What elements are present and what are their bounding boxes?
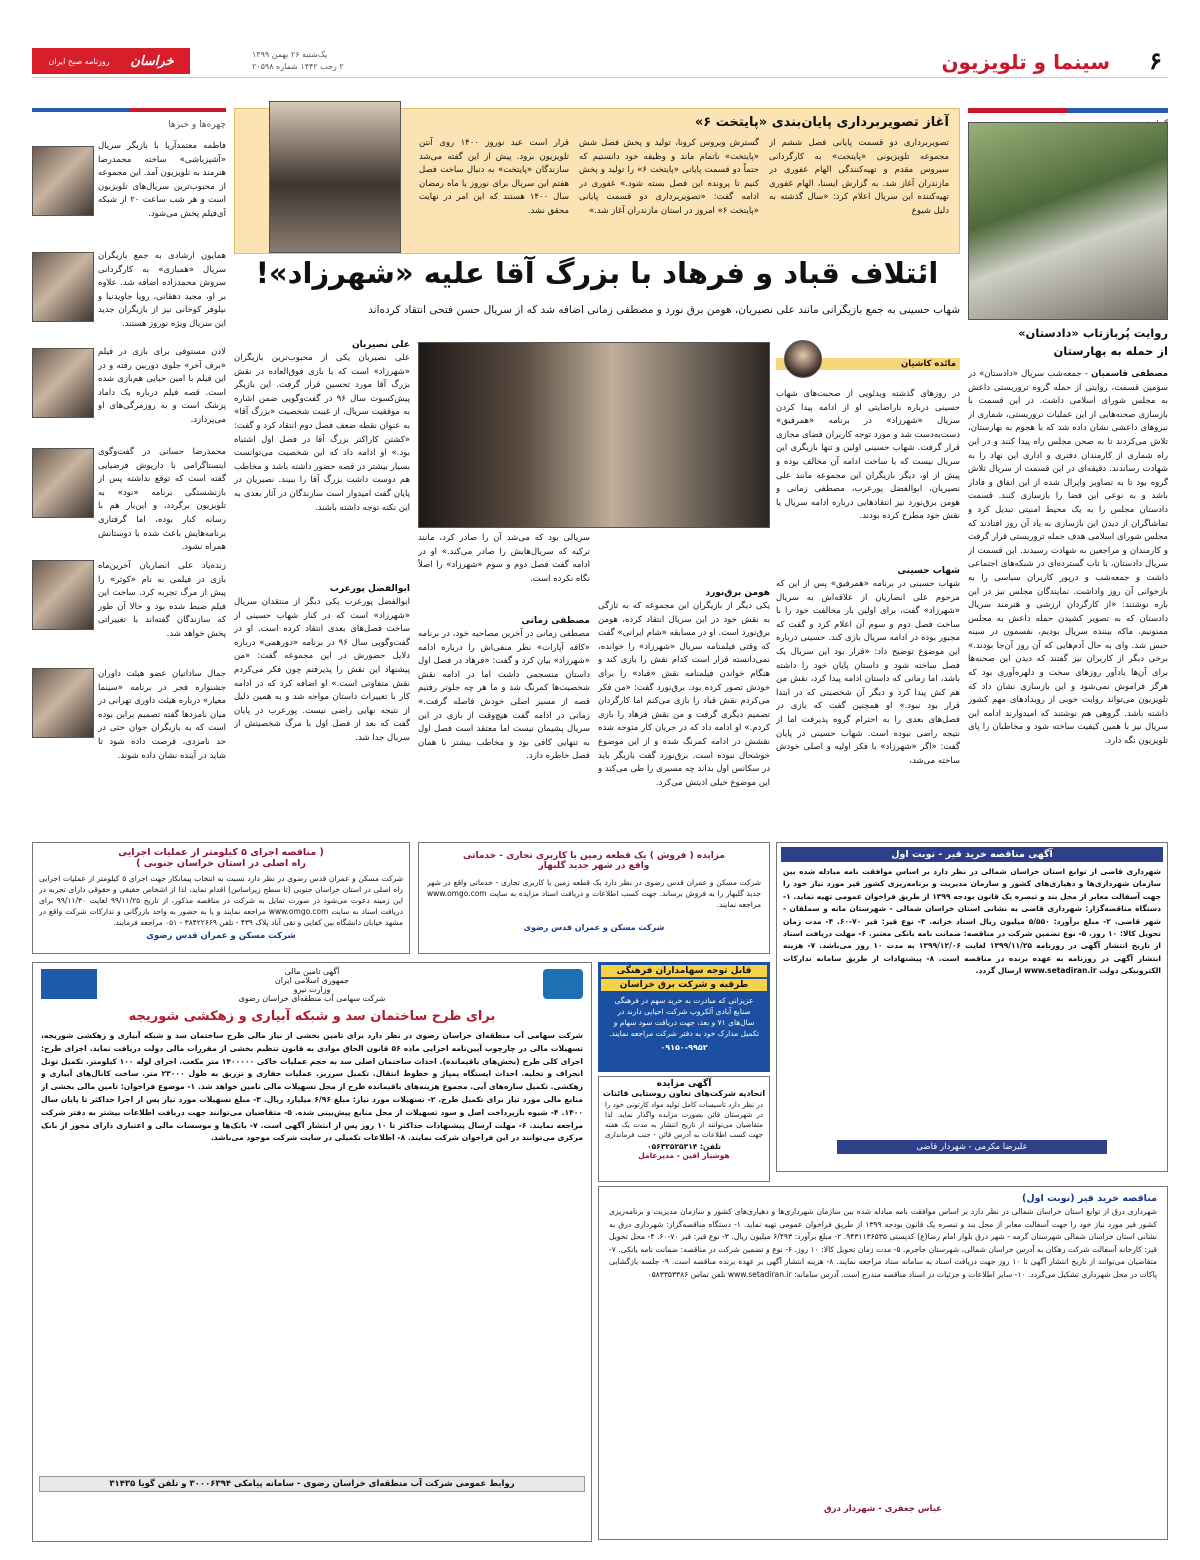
- ad6-phone: تلفن: ۰۵۶۳۲۵۲۵۳۱۴: [647, 1142, 721, 1151]
- face-item-1: فاطمه معتمدآریا با بازیگر سریال «آشپزباشی» ساخته محمدرضا هنرمند به تلویزیون آمد. این مجموعه از محبوب‌ترین سریال‌های تلویزیون است و هر شب ساعت ۲۰ از شبکه آی‌فیلم پخش می‌شود.: [98, 141, 226, 219]
- feature-col-1: تصویربرداری دو قسمت پایانی فصل ششم از مجموعه تلویزیونی «پایتخت» به کارگردانی سیروس مقدم و تهیه‌کنندگی الهام غفوری در مازندران آغاز شد. به گزارش ایسنا، الهام غفوری تهیه‌کننده این سریال اعلام کرد: «سال گذشته به دلیل شیوع: [769, 138, 949, 216]
- author-avatar: [784, 340, 822, 378]
- lead-col-c: [418, 532, 590, 828]
- report-column: [968, 108, 1168, 838]
- report-body: [968, 368, 1168, 838]
- feature-col-2: گسترش ویروس کرونا، تولید و پخش فصل شش «پایتخت» ناتمام ماند و وظیفه خود دانستیم که حتماً دو قسمت پایانی «پایتخت ۶» را تولید و پخش کنیم تا پرونده این فصل بسته شود.» غفوری در ادامه گفت: «تصویربرداری دو قسمت پایانی «پایتخت ۶» امروز در استان مازندران آغاز شد.»: [579, 138, 759, 216]
- lead-col-a: [776, 388, 960, 828]
- report-text: - جمعه‌شب سریال «دادستان» در سومین قسمت، روایتی از حمله گروه تروریستی داعش به مجلس شورای اسلامی داشت. در این قسمت با بازسازی صحنه‌هایی از این عملیات تروریستی، شماری از نیروهای داعشی نشان داده شد که با هجوم به بهارستان، تلاش می‌کردند تا به صحن مجلس راه پیدا کنند و در این راه شماری از کارمندان دفتری و اداری این نهاد را به شهادت رساندند. دقیقه‌ای در این قسمت از سریال تلاش گروه بود تا به تصاویر واپرال شده از این اتفاق و فادار باشد و به نوعی این فضا را بازسازی کنند. قسمت دادستان مجلس را به یک محیط امنیتی تبدیل کرد و تماشاگران از دیدن این بازسازی به یاد آن روز افتادند که مجلس شورای اسلامی هدف حمله تروریستی قرار گرفت و کارمندان و مراجعین به شهادت رسیدند. این قسمت از سریال دادستان، با تاب گسترده‌ای در شبکه‌های اجتماعی داشت و جمعه‌شب و درپور کاربران سیاسی را به بازخوانی آن روز واداشت. نمایندگان مجلس نیز در این باره نوشتند: «از کارگردان ارزشی و هنرمند سریال دادستان که به تصویر کشیدن حمله داعش به مجلس ممنونیم. ماکه بیننده سریال بودیم، نفسمون در سینه حبس شد. وای به حال آدم‌هایی که آن روز آن‌جا بودند.» برخی دیگر از کاربران نیز گفتند که دیدن این صحنه‌ها برای آن‌ها یادآور روزهای سخت و دلهره‌آوری بود که هرگز فراموش نمی‌شود و این بازسازی نشان داد که تلویزیون می‌تواند روایت خوبی از رویدادهای مهم کشور داشته باشد. گروهی هم نوشتند که امیدوارند ادامه این سریال نیز با همین کیفیت ساخته شود و مخاطبان را پای تلویزیون نگه دارد.: [968, 369, 1168, 747]
- ad3-title: آگهی مناقصه خرید قیر - نوبت اول: [781, 847, 1163, 862]
- lead-col-e: [234, 340, 410, 828]
- lead-text-a: در روزهای گذشته ویدئویی از صحبت‌های شهاب حسینی درباره ناراضایتی او از ادامه پیدا کردن سریال «شهرزاد» در برنامه «همرفیق» دست‌به‌دست شد و مورد توجه کاربران فضای مجازی قرار گرفت. شهاب حسینی اولین و تنها بازیگری این سریال نیست که با ساخت ادامه آن مخالف بوده و پیش از او، دیگر بازیگران این مجموعه مانند علی نصیریان، ابوالفضل پورعرب، مصطفی زمانی و هومن برق‌نورد نیز انتقادهایی درباره ادامه سریال یا نقش خود مطرح کرده بودند.: [776, 389, 960, 522]
- face-photo-6: [32, 668, 94, 738]
- ad-qaenat-auction: [598, 1076, 770, 1182]
- face-photo-4: [32, 448, 94, 518]
- face-photo-2: [32, 252, 94, 322]
- lead-text-a2: شهاب حسینی در برنامه «همرفیق» پس از این که مرحوم علی انصاریان از علاقه‌اش به سریال «شهرزاد» گفت، برای اولین بار مخالفت خود را با ساخت فصل دوم و سوم آن اعلام کرد و گفت که مجبور بوده در ادامه سریال بازی کند. حسینی درباره این موضوع توضیح داد: «قرار بود این سریال یک فصل ساخته شود و داستان پایان خود را داشته باشد، اما زمانی که داستان ادامه پیدا کرد، نقش من هم کش پیدا کرد و دیگر آن شخصیتی که در ابتدا قرار بود نبود.» او همچنین گفت که بازی در فصل‌های بعدی را به احترام گروه پذیرفت اما از نتیجه راضی نبوده است. شهاب حسینی در پایان گفت: «اگر «شهرزاد» با فکر اولیه و اصلی خودش ساخته می‌شد،: [776, 579, 960, 766]
- face-photo-3: [32, 348, 94, 418]
- page-number: ۶: [1149, 46, 1162, 75]
- lead-headline: ائتلاف قباد و فرهاد با بزرگ آقا علیه «شهرزاد»!: [255, 256, 939, 290]
- ad7-footer: عباس جعفری - شهردار درق: [824, 1504, 942, 1514]
- ad2-title: مزایده ( فروش ) یک قطعه زمین با کاربری تجاری - خدماتی: [463, 851, 725, 861]
- ad2-footer: شرکت مسکن و عمران قدس رضوی: [523, 923, 665, 932]
- ad5-title2: طرقبه و شرکت برق خراسان: [601, 979, 767, 991]
- lead-text-e: علی نصیریان یکی از محبوب‌ترین بازیگران «شهرزاد» است که با بازی فوق‌العاده در نقش بزرگ آقا مورد تحسین قرار گرفت. این بازیگر پیش‌کسوت سال ۹۶ در گفت‌وگویی ضمن اشاره به موفقیت سریال، از غیبت شخصیت «بزرگ آقا» به عنوان نقطه ضعف فصل دوم انتقاد کرد و گفت: «کشتن کاراکتر بزرگ آقا در فصل اول اشتباه بود.» او ادامه داد که این شخصیت می‌توانست بسیار بیشتر در قصه حضور داشته باشد و مخاطب هم دوست داشت بزرگ آقا را ببیند. نصیریان در پایان گفت امیدوار است سازندگان در آثار بعدی به این نکته توجه داشته باشند.: [234, 353, 410, 513]
- face-photo-5: [32, 560, 94, 630]
- ad2-body: شرکت مسکن و عمران قدس رضوی در نظر دارد یک قطعه زمین با کاربری تجاری - خدماتی واقع در شهر جدید گلبهار را به فروش برساند. جهت کسب اطلاعات و دریافت اسناد مزایده به سایت www.omgo.com مراجعه نمایند.: [427, 878, 761, 909]
- ad1-body: شرکت مسکن و عمران قدس رضوی در نظر دارد نسبت به انتخاب پیمانکار جهت اجرای ۵ کیلومتر از عملیات اجرایی راه اصلی در استان خراسان جنوبی (تا سطح زیراساس) اقدام نماید، لذا از اشخاص حقیقی و حقوقی دارای تجربه در این زمینه دعوت می‌شود در صورت تمایل به شرکت در مناقصه مذکور، از تاریخ ۹۹/۱۱/۲۵ لغایت ۹۹/۱۱/۳۰ برای دریافت اسناد به سایت www.omgo.com مراجعه نمایند و یا به حضور به واحد بازرگانی و تدارکات شرکت واقع در مشهد خیابان دانشگاه بین کفایی و تقی آباد پلاک ۴۳۹ - تلفن ۳۸۴۲۲۶۶۹ - ۰۵۱ مراجعه فرمایند.: [39, 874, 403, 927]
- subhead-human: هومن برق‌نورد: [705, 588, 770, 598]
- report-photo: [968, 122, 1168, 320]
- masthead: [32, 46, 1168, 78]
- subhead-abolfazl: ابوالفضل پورعرب: [329, 584, 410, 594]
- ad-land-auction: [418, 842, 770, 954]
- feature-photo: [269, 101, 401, 253]
- face-item-4: محمدرضا حسانی در گفت‌وگوی اینستاگرامی با داریوش فرضیایی گفته است که توقع نداشته پس از بازنشستگی برنامه «نود» به تلویزیون برگردد، و این‌بار هم با رسانه کنار بوده، اما گرفتاری برنامه‌هایش باعث شده با دوستانش همراه نشود.: [98, 447, 226, 553]
- ad7-body: شهرداری درق از توابع استان خراسان شمالی در نظر دارد بر اساس موافقت نامه مبادله شده بین سازمان شهرداری‌ها و دهیاری‌های کشور و سازمان مدیریت و برنامه‌ریزی کشور قیر مورد نیاز خود را جهت آسفالت معابر از محل بند و تبصره یک قانون بودجه ۱۳۹۹ از طریق فراخوان عمومی تهیه نماید. ۱- دستگاه مناقصه‌گزار: شهرداری درق به نشانی استان خراسان شمالی شهرستان گرمه - شهر درق بلوار امام رضا(ع) کدپستی ۹۴۳۱۱۳۶۵۳۵. ۲- مبلغ برآورد: ۶/۴۹۳ میلیون ریال. ۳- نوع قیر: قیر ۷۰-۶۰. ۴- محل تحویل قیر: کارخانه آسفالت شرکت رهکان به آدرس خراسان شمالی، شهرستان جاجرم. ۵- مدت زمان تحویل کالا: ۱۰ روز. ۶- نوع و تضمین شرکت در مناقصه: ضمانت نامه بانکی. ۷- متقاضیان می‌توانند از تاریخ انتشار آگهی تا ۱۰ روز جهت دریافت اسناد به سامانه ستاد مراجعه نمایند. ۸- هزینه انتشار آگهی بر عهده برنده مناقصه است. ۹- جلسه بازگشایی پاکات در محل شهرداری تشکیل می‌گردد. ۱۰- سایر اطلاعات و جزئیات در اسناد مناقصه مندرج است. آدرس سامانه: www.setadiran.ir تلفن تماس ۰۵۸۳۳۵۳۳۸۶: [609, 1207, 1157, 1279]
- lead-text-e2: ابوالفضل پورعرب یکی دیگر از منتقدان سریال «شهرزاد» است که در کنار شهاب حسینی از ساخت فصل‌های بعدی انتقاد کرده است. او در گفت‌وگویی سال ۹۶ در برنامه «دورهمی» درباره دلایل حضورش در این مجموعه گفت: «من پیشنهاد این نقش را پذیرفتم چون فکر می‌کردم نقش متفاوتی است.» او اضافه کرد که در ادامه کار با تغییرات داستان مواجه شد و به همین دلیل از نتیجه نهایی راضی نیست. پورعرب در پایان گفت که بعد از فصل اول با مرگ شخصیتش از سریال جدا شد.: [234, 597, 410, 743]
- subhead-shahab: شهاب حسینی: [897, 566, 960, 576]
- subhead-mostafa: مصطفی زمانی: [521, 616, 590, 626]
- ad3-body: شهرداری قاضی از توابع استان خراسان شمالی در نظر دارد بر اساس موافقت نامه مبادله شده بین سازمان شهرداری‌ها و دهیاری‌های کشور و سازمان مدیریت و برنامه‌ریزی کشور قیر مورد نیاز خود را جهت آسفالت معابر از محل بند و تبصره یک قانون بودجه ۱۳۹۹ از طریق فراخوان عمومی تهیه نماید. ۱- دستگاه مناقصه‌گزار: شهرداری قاضی به نشانی استان خراسان شمالی - شهرستان مانه و سملقان - شهر قاضی. ۲- مبلغ برآورد: ۵/۵۵۰ میلیون ریال اسناد خزانه. ۳- نوع قیر: قیر ۷۰-۶۰. ۴- مدت زمان تحویل کالا: ۱۰ روز. ۵- نوع تضمین شرکت در مناقصه: ضمانت نامه بانکی معتبر. ۶- مهلت دریافت اسناد از تاریخ انتشار آگهی در روزنامه ۱۳۹۹/۱۱/۲۵ لغایت ۱۳۹۹/۱۲/۰۶ به مدت ۱۰ روز می‌باشد. ۷- هزینه انتشار آگهی در روزنامه به عهده برنده در مناقصه است. ۸- پیشنهادات از طریق سامانه تدارکات الکترونیکی دولت www.setadiran.ir ارسال گردد.: [783, 867, 1161, 976]
- ad6-title: آگهی مزایده: [656, 1079, 712, 1089]
- ad1-title: ( مناقصه اجرای ۵ کیلومتر از عملیات اجرایی: [118, 847, 324, 858]
- logo-text: خراسان: [130, 53, 174, 69]
- ad2-title2: واقع در شهر جدید گلبهار: [538, 861, 650, 871]
- lead-col-b: [598, 532, 770, 828]
- ad6-footer: هوشیار افین - مدیرعامل: [638, 1151, 730, 1160]
- logo-tagline: روزنامه صبح ایران: [48, 56, 110, 66]
- ad4-body: شرکت سهامی آب منطقه‌ای خراسان رضوی در نظر دارد برای تامین بخشی از نیاز مالی طرح ساختمان سد و شبکه آبیاری و زهکشی شوریجه، تسهیلات مالی در چارچوب آیین‌نامه اجرایی ماده ۵۶ قانون الحاق موادی به قانون تنظیم بخشی از مقررات مالی دولت دریافت نماید. اجزای طرح: اجرای کلی طرح (بخش‌های باقیمانده). احداث ساختمان اصلی سد به حجم عملیات خاکی ۱۴۰۰۰۰۰ متر مکعب. اجرای لوله ۱۰۰ کیلومتر. تکمیل تونل انحراف و تخلیه. احداث ایستگاه پمپاژ و خطوط انتقال. تکمیل سرریز. عملیات حفاری و تزریق به طول ۲۳۰۰۰ متر. ساخت کانال‌های آبیاری و زهکشی. تکمیل سازه‌های آبی. مجموع هزینه‌های باقیمانده طرح از محل تسهیلات مالی تامین خواهد شد. ۱- موضوع فراخوان: تامین مالی بخشی از منابع مالی مورد نیاز برای تکمیل طرح. ۲- تسهیلات مورد نیاز: مبلغ ۶/۹۶ میلیارد ریال. ۳- مبلغ تسهیلات مورد نیاز پس از اجرا حداکثر تا پایان سال ۱۴۰۰. ۴- شیوه بازپرداخت اصل و سود تسهیلات از محل منابع پیش‌بینی شده. ۵- متقاضیان می‌توانند جهت دریافت اطلاعات بیشتر به دفتر شرکت مراجعه نمایند. ۶- مهلت ارسال پیشنهادات حداکثر تا ۱۰ روز پس از انتشار آگهی است. ۷- بانک‌ها و موسسات مالی و اعتباری دارای مجوز از بانک مرکزی می‌توانند در این فراخوان شرکت نمایند. ۸- اطلاعات تکمیلی در سایت شرکت موجود می‌باشد.: [41, 1031, 583, 1143]
- issue-line: ۲ رجب ۱۴۴۲ شماره ۲۰۵۹۸: [252, 62, 344, 71]
- face-item-2: همایون ارشادی به جمع بازیگران سریال «همبازی» به کارگردانی سروش محمدزاده اضافه شد. علاوه بر او، مجید دهقانی، رویا جاویدنیا و نیلوفر کوخانی نیز از بازیگران جدید این سریال ویژه نوروز هستند.: [98, 251, 226, 329]
- feature-title: آغاز تصویربرداری پایان‌بندی «پایتخت ۶»: [694, 115, 949, 130]
- ad6-subtitle: اتحادیه شرکت‌های تعاون روستایی قائنات: [602, 1089, 766, 1098]
- report-byline: مصطفی قاسمیان: [1091, 369, 1168, 379]
- face-item-6: جمال ساداتیان عضو هیئت داوران جشنواره فجر در برنامه «سینما معیار» درباره هیئت داوری تهرانی در میان نامزدها گفته تصمیم براین بوده است که به بازیگران جوان حتی در حد نامزدی، فرصت داده شود تا شاید در آینده نشان داده شوند.: [98, 669, 226, 761]
- ad-shurijeh-dam: [32, 962, 592, 1542]
- author-name: مائده کاشیان: [901, 359, 956, 369]
- lead-subtitle: شهاب حسینی به جمع بازیگرانی مانند علی نصیریان، هومن برق نورد و مصطفی زمانی اضافه شد که از سریال حسن فتحی انتقاد کرده‌اند: [368, 304, 960, 316]
- newspaper-logo: [32, 48, 190, 74]
- date-line: یک‌شنبه ۲۶ بهمن ۱۳۹۹: [252, 50, 328, 59]
- ad5-body: عزیزانی که مبادرت به خرید سهم در فرهنگی صنایع آبادی آلکروپ شرکت احیایی دارند در سال‌های ۷۱ و بعد، جهت دریافت سود سهام و تکمیل مدارک خود به دفتر شرکت مراجعه نمایند.: [608, 996, 760, 1038]
- ad4-logo-right: [543, 969, 583, 999]
- ad7-title: مناقصه خرید قیر (نوبت اول): [1022, 1193, 1157, 1204]
- author-box: [776, 338, 960, 382]
- ad5-phone: ۰۹۱۵۰-۹۹۵۲: [660, 1043, 708, 1052]
- face-item-5: زنده‌یاد علی انصاریان آخرین‌ماه بازی در فیلمی به نام «کوثر» را پیش از مرگ تجربه کرد. ساخت این فیلم ضبط شده بود و حالا آن طور که سازندگان گفته‌اند با تغییراتی پخش خواهد شد.: [98, 561, 226, 639]
- ad4-header-2: جمهوری اسلامی ایران: [274, 976, 350, 985]
- feature-col-3: قرار است عید نوروز ۱۴۰۰ روی آنتن تلویزیون برود. پیش از این گفته می‌شد سازندگان «پایتخت» به دنبال ساخت فصل هفتم این سریال برای نوروز یا ماه رمضان سال ۱۴۰۰ هستند که این امر در نهایت محقق نشد.: [419, 138, 569, 216]
- lead-text-b: یکی دیگر از بازیگران این مجموعه که به تازگی به نقش خود در این سریال انتقاد کرده، هومن برق‌نورد است. او در مسابقه «شام ایرانی» گفت که وقتی فیلمنامه سریال «شهرزاد» را خوانده، نمی‌دانسته قرار است کدام نقش را بازی کند و هنگام خواندن فیلمنامه نقش «قباد» را برای خودش تصور کرده بود. برق‌نورد گفت: «من فکر می‌کردم نقش قباد را بازی می‌کنم اما کارگردان تصمیم دیگری گرفت و من نقش فرهاد را بازی کردم.» او ادامه داد که در جریان کار متوجه شده نقشش در ادامه کمرنگ شده و از این موضوع خوشحال نبوده است. برق‌نورد گفت بازیگر باید در سکانس اول بداند چه مسیری را طی می‌کند و این موضوع خیلی اذیتش می‌کرد.: [598, 601, 770, 788]
- ad4-header-1: آگهی تامین مالی: [284, 967, 340, 976]
- ad4-footer: روابط عمومی شرکت آب منطقه‌ای خراسان رضوی - سامانه پیامکی ۳۰۰۰۶۳۹۴ و تلفن گویا ۳۱۴۳۵: [39, 1476, 585, 1492]
- report-title-2: از حمله به بهارستان: [1053, 344, 1168, 358]
- ad4-header-3: وزارت نیرو: [293, 985, 331, 994]
- ad-shareholders: [598, 962, 770, 1072]
- ad-road-tender: [32, 842, 410, 954]
- ad1-footer: شرکت مسکن و عمران قدس رضوی: [146, 931, 296, 941]
- column-top-rule: [968, 108, 1168, 113]
- ad4-header-4: شرکت سهامی آب منطقه‌ای خراسان رضوی: [238, 994, 386, 1003]
- ad5-title: قابل توجه سهامداران فرهنگی: [601, 965, 767, 977]
- lead-text-c2: مصطفی زمانی در آخرین مصاحبه خود، در برنامه «کافه آپارات» نظر منفی‌اش را درباره ادامه «شهرزاد» بیان کرد و گفت: «فرهاد در فصل اول داستان منسجمی داشت اما در ادامه نقش شخصیت‌ها کمرنگ شد و ما هر چه جلوتر رفتیم قصه از مسیر اصلی خودش فاصله گرفت.» زمانی در ادامه گفت هیچ‌وقت از بازی در این سریال پشیمان نیست اما معتقد است فصل اول به تنهایی کافی بود و مخاطب بیشتر با همان فصل خاطره دارد.: [418, 629, 590, 762]
- ad4-title: برای طرح ساختمان سد و شبکه آبیاری و زهکشی شوریجه: [128, 1009, 496, 1024]
- report-title-1: روایت پُربازتاب «دادستان»: [1018, 326, 1168, 340]
- face-photo-1: [32, 146, 94, 216]
- section-title: سینما و تلویزیون: [941, 50, 1110, 74]
- subhead-ali: علی نصیریان: [351, 340, 410, 350]
- face-item-3: لادن مستوفی برای بازی در فیلم «برف آخر» جلوی دوربین رفته و در این فیلم با امین حیایی هم‌بازی شده است. قصه فیلم درباره یک داماد پزشک است و به روزمرگی‌های او می‌پردازد.: [98, 347, 226, 425]
- ad1-title2: راه اصلی در استان خراسان جنوبی ): [136, 858, 306, 869]
- faces-column: [32, 108, 226, 808]
- feature-box: [234, 108, 960, 254]
- ad-daragh-bitumen: [598, 1186, 1168, 1540]
- faces-top-rule: [32, 108, 226, 112]
- ad3-footer: علیرضا مکرمی - شهردار قاضی: [837, 1140, 1107, 1154]
- faces-header: چهره‌ها و خبرها: [168, 120, 226, 130]
- ad4-logo-left: [41, 969, 97, 999]
- lead-photo: [418, 342, 770, 528]
- ad-qazi-bitumen: [776, 842, 1168, 1172]
- ad6-body: در نظر دارد تاسیسات کامل تولید مواد کارتونی خود را در شهرستان قائن بصورت مزایده واگذار نماید. لذا متقاضیان می‌توانند از تاریخ انتشار به مدت یک هفته جهت کسب اطلاعات به آدرس قائن - جنب فرمانداری: [605, 1101, 763, 1139]
- lead-text-c: سریالی بود که می‌شد آن را صادر کرد، مانند ترکیه که سریال‌هایش را صادر می‌کند.» او در ادامه گفت فصل دوم و سوم «شهرزاد» را اصلاً نگاه نکرده است.: [418, 533, 590, 584]
